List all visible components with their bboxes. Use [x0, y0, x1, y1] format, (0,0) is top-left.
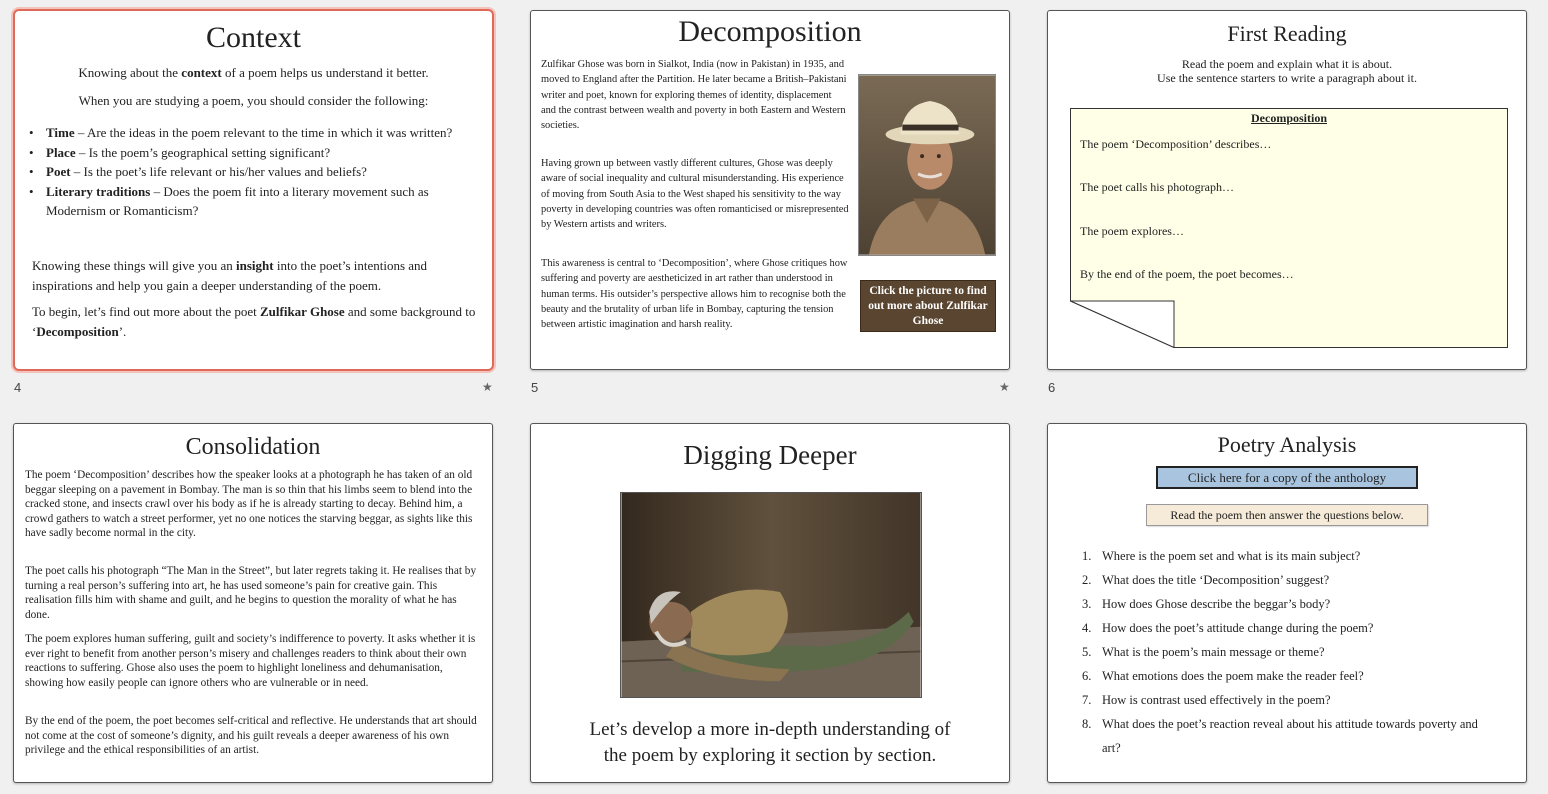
insight-paragraph: Knowing these things will give you an insight into the poet’s intentions and inspirations and help you gain a deeper understanding of the poem.: [32, 258, 428, 293]
sentence-starter: The poem ‘Decomposition’ describes…: [1080, 137, 1272, 151]
intro-text: Knowing about the context of a poem helps us understand it better.: [78, 65, 429, 80]
list-item: 1. Where is the poem set and what is its main subject?: [1082, 549, 1361, 563]
caption-line: Let’s develop a more in-depth understanding of: [589, 719, 951, 740]
list-item: • Literary traditions – Does the poem fit into a literary movement such as Modernism or Romanticism?: [29, 182, 482, 221]
list-item: 2. What does the title ‘Decomposition’ suggest?: [1082, 573, 1330, 587]
summary-paragraph: The poem ‘Decomposition’ describes how the speaker looks at a photograph he has taken of an old beggar sleeping on a pavement in Bombay. The man is so thin that his limbs seem to blend into the cracked stone, and insects crawl over his body as if he is already starting to decay. Behind him, a crowd gathers to watch a street performer, yet no one notices the starving beggar, as sights like this have sadly become normal in the city.: [25, 469, 473, 539]
slide-title: First Reading: [1227, 21, 1347, 46]
culture-paragraph: Having grown up between vastly different cultures, Ghose was deeply aware of social inequality and cultural misunderstanding. His experience of moving from South Asia to the West shaped his sensitivity to the way poverty in developing countries was often romanticised or misrepresented by Western artists and writers.: [541, 158, 849, 231]
summary-paragraph: The poet calls his photograph “The Man in the Street”, but later regrets taking it. He realises that by turning a real person’s suffering into art, he has used someone’s pain for creative gain. This realisation fills him with shame and guilt, and he begins to question the morality of what he has done.: [25, 565, 477, 621]
list-item: 5. What is the poem’s main message or theme?: [1082, 645, 1325, 659]
slide-thumbnail-4[interactable]: [13, 9, 494, 371]
summary-paragraph: By the end of the poem, the poet becomes self-critical and reflective. He understands that art should not come at the cost of someone’s dignity, and his guilt reveals a deeper awareness of his own privilege and the ethical responsibilities of an artist.: [25, 715, 477, 756]
sentence-starter: The poet calls his photograph…: [1080, 180, 1234, 194]
instructions: [1048, 57, 1526, 85]
slide-thumbnail-8[interactable]: [530, 423, 1010, 783]
slide-number-5: 5: [531, 380, 539, 395]
list-item: • Place – Is the poem’s geographical setting significant?: [29, 143, 482, 163]
slide-title: Digging Deeper: [683, 440, 857, 470]
side-panel-edge: [1532, 200, 1548, 320]
awareness-paragraph: This awareness is central to ‘Decomposition’, where Ghose critiques how suffering and poverty are aestheticized in art rather than understood in human terms. His outsider’s perspective allows him to recognise both the beauty and the brutality of urban life in Bombay, capturing the tension between artistic imagination and harsh reality.: [541, 258, 848, 331]
slide-thumbnail-5[interactable]: [530, 10, 1010, 370]
list-item: 8. What does the poet’s reaction reveal about his attitude towards poverty and art?: [1082, 717, 1478, 755]
sentence-starter: The poem explores…: [1080, 224, 1184, 238]
list-item: • Poet – Is the poet’s life relevant or his/her values and beliefs?: [29, 162, 482, 182]
slide-title: Poetry Analysis: [1217, 432, 1357, 457]
slide-number-4: 4: [14, 380, 22, 395]
find-out-more-button[interactable]: Click the picture to find out more about Zulfikar Ghose: [860, 280, 996, 332]
poet-portrait-image[interactable]: [858, 74, 996, 256]
summary-paragraph: The poem explores human suffering, guilt and society’s indifference to poverty. It asks whether it is ever right to benefit from another person’s misery and challenges readers to think about their own reactions to suffering. Ghose also uses the poem to highlight loneliness and dehumanisation, showing how easily people can ignore others who are vulnerable or in need.: [25, 633, 476, 689]
slide-title: Decomposition: [678, 15, 862, 48]
instruction-line: Use the sentence starters to write a paragraph about it.: [1157, 71, 1417, 85]
begin-paragraph: To begin, let’s find out more about the poet Zulfikar Ghose and some background to ‘Decomposition’.: [32, 304, 476, 339]
anthology-button[interactable]: Click here for a copy of the anthology: [1156, 466, 1418, 489]
read-poem-note: Read the poem then answer the questions below.: [1146, 504, 1428, 526]
question-list: [1082, 544, 1492, 760]
slide-title: Consolidation: [185, 434, 321, 460]
note-title: Decomposition: [1251, 111, 1327, 125]
slide-thumbnail-9[interactable]: [1047, 423, 1527, 783]
consider-text: When you are studying a poem, you should consider the following:: [78, 93, 429, 108]
slide-thumbnail-6[interactable]: [1047, 10, 1527, 370]
star-icon[interactable]: ★: [482, 380, 493, 394]
list-item: • Time – Are the ideas in the poem relevant to the time in which it was written?: [29, 123, 482, 143]
star-icon[interactable]: ★: [999, 380, 1010, 394]
list-item: 4. How does the poet’s attitude change during the poem?: [1082, 621, 1374, 635]
list-item: 7. How is contrast used effectively in the poem?: [1082, 693, 1331, 707]
context-bullet-list: [29, 123, 482, 221]
slide-title: Context: [206, 21, 301, 54]
list-item: 3. How does Ghose describe the beggar’s body?: [1082, 597, 1331, 611]
slide-thumbnail-7[interactable]: [13, 423, 493, 783]
biography-paragraph: Zulfikar Ghose was born in Sialkot, India (now in Pakistan) in 1935, and moved to England after the Partition. He later became a British–Pakistani writer and poet, known for exploring themes of identity, displacement and the contrast between wealth and poverty in both Eastern and Western societies.: [541, 59, 847, 132]
instruction-line: Read the poem and explain what it is about.: [1181, 57, 1393, 71]
section-caption: [531, 717, 1009, 769]
caption-line: the poem by exploring it section by section.: [603, 745, 937, 766]
list-item: 6. What emotions does the poem make the reader feel?: [1082, 669, 1364, 683]
sentence-starter: By the end of the poem, the poet becomes…: [1080, 267, 1294, 281]
beggar-photo-image: [620, 492, 922, 698]
sentence-starter-note: [1070, 108, 1508, 348]
slide-number-6: 6: [1048, 380, 1056, 395]
